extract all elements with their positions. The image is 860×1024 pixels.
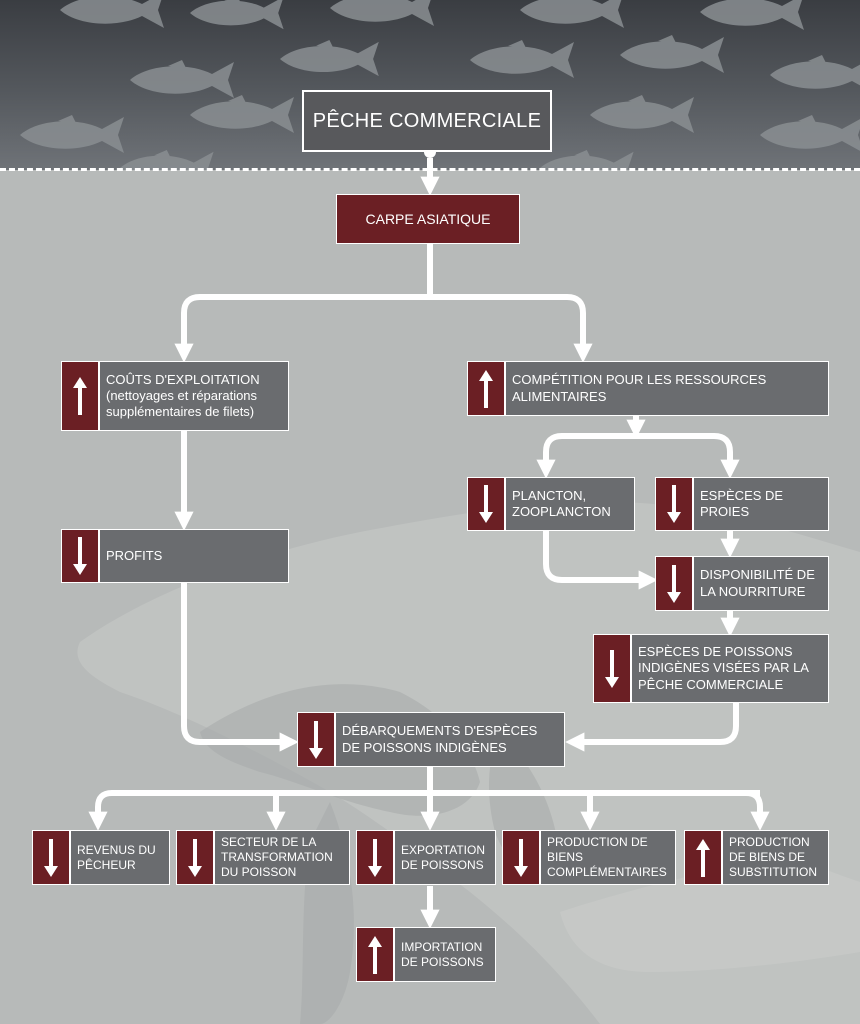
node-native-landings	[297, 712, 565, 767]
title-box	[302, 90, 552, 152]
node-complementary-goods	[502, 830, 676, 885]
node-plankton	[467, 477, 635, 531]
node-label: DÉBARQUEMENTS D'ESPÈCES DE POISSONS INDIGÈNES	[342, 723, 538, 755]
decrease-arrow-icon	[357, 831, 395, 884]
node-fish-exports	[356, 830, 496, 885]
node-label: COMPÉTITION POUR LES RESSOURCES ALIMENTAIRES	[512, 372, 767, 404]
node-native-targeted-species	[593, 634, 829, 703]
node-label: COÛTS D'EXPLOITATION (nettoyages et réparations supplémentaires de filets)	[106, 371, 260, 420]
node-processing-sector	[176, 830, 350, 885]
increase-arrow-icon	[62, 362, 100, 430]
node-prey-species	[655, 477, 829, 531]
increase-arrow-icon	[357, 928, 395, 981]
arrow-native-to-landings	[576, 702, 736, 742]
decrease-arrow-icon	[177, 831, 215, 884]
node-label: DISPONIBILITÉ DE LA NOURRITURE	[700, 567, 815, 599]
node-food-competition	[467, 361, 829, 416]
decrease-arrow-icon	[62, 530, 100, 582]
decrease-arrow-icon	[656, 557, 694, 610]
node-label: IMPORTATION DE POISSONS	[401, 939, 484, 969]
source-label: CARPE ASIATIQUE	[365, 211, 491, 227]
decrease-arrow-icon	[656, 478, 694, 530]
node-label: PRODUCTION DE BIENS COMPLÉMENTAIRES	[547, 835, 667, 879]
diagram-title: PÊCHE COMMERCIALE	[312, 109, 542, 132]
node-food-availability	[655, 556, 829, 611]
decrease-arrow-icon	[503, 831, 541, 884]
node-label: PROFITS	[106, 547, 163, 563]
increase-arrow-icon	[468, 362, 506, 415]
node-profits	[61, 529, 289, 583]
node-label: ESPÈCES DE POISSONS INDIGÈNES VISÉES PAR LA PÊCHE COMMERCIALE	[638, 644, 809, 692]
node-substitute-goods	[684, 830, 829, 885]
node-label: PLANCTON, ZOOPLANCTON	[512, 487, 611, 519]
decrease-arrow-icon	[298, 713, 336, 766]
source-box	[336, 194, 520, 244]
decrease-arrow-icon	[594, 635, 632, 702]
arrow-to-prey	[636, 436, 730, 468]
node-label: ESPÈCES DE PROIES	[700, 487, 784, 519]
node-label: EXPORTATION DE POISSONS	[401, 842, 486, 872]
decrease-arrow-icon	[468, 478, 506, 530]
node-label: REVENUS DU PÊCHEUR	[77, 842, 156, 872]
arrow-plankton-to-food	[546, 530, 647, 580]
node-fish-imports	[356, 927, 496, 982]
node-label: SECTEUR DE LA TRANSFORMATION DU POISSON	[221, 835, 333, 879]
node-operating-costs	[61, 361, 289, 431]
node-fisher-income	[32, 830, 170, 885]
node-label: PRODUCTION DE BIENS DE SUBSTITUTION	[729, 835, 818, 879]
arrow-to-substitutes	[746, 793, 760, 820]
increase-arrow-icon	[685, 831, 723, 884]
arrow-to-plankton	[546, 436, 636, 468]
arrow-profits-to-landings	[184, 582, 288, 742]
decrease-arrow-icon	[33, 831, 71, 884]
arrow-carp-to-competition	[430, 297, 583, 352]
arrow-carp-to-costs	[184, 244, 430, 352]
